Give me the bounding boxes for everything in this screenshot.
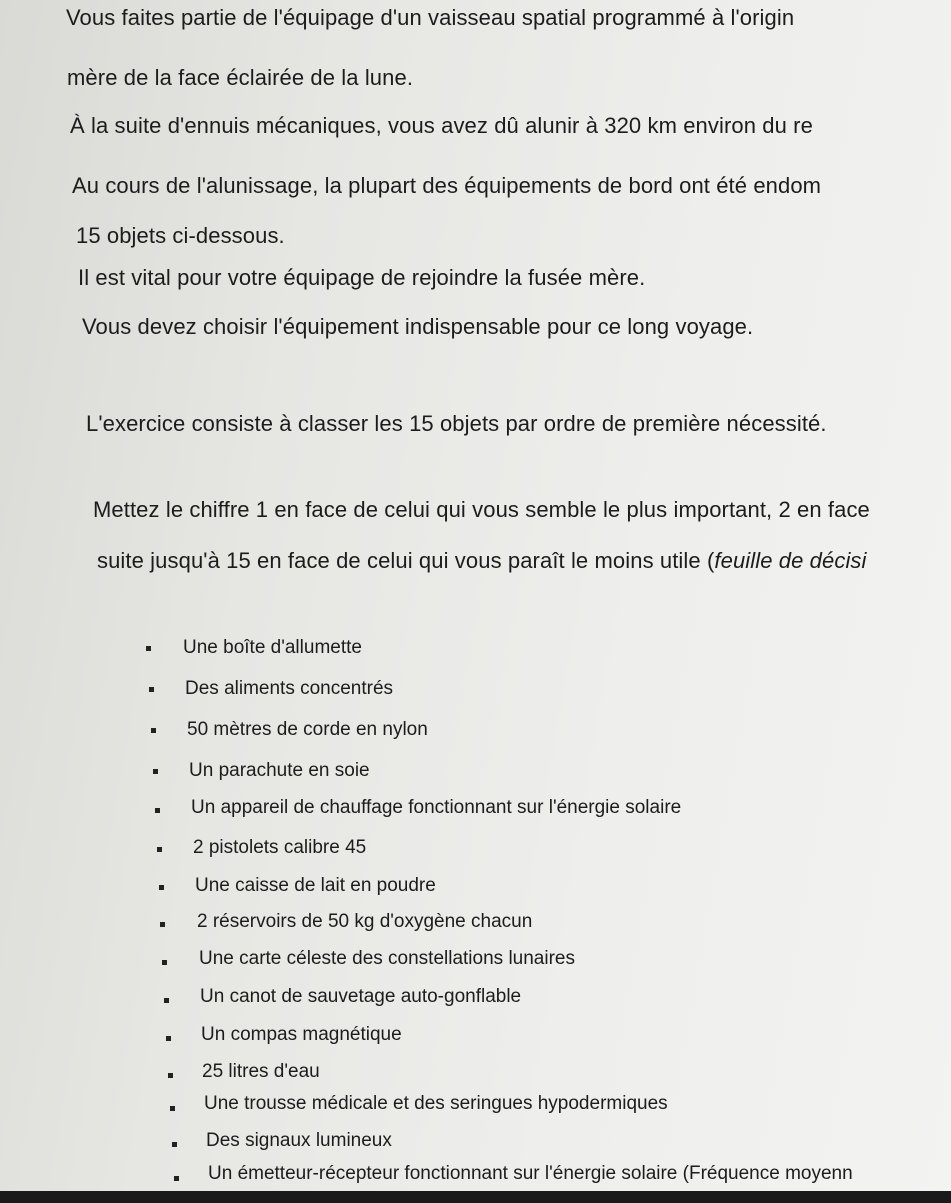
screen-bezel-edge: [0, 1191, 951, 1203]
paragraph-line-10-text: suite jusqu'à 15 en face de celui qui vous paraît le moins utile (: [97, 548, 715, 573]
bullet-marker: [166, 1036, 171, 1041]
paragraph-line-7: Vous devez choisir l'équipement indispensable pour ce long voyage.: [82, 314, 754, 339]
bullet-marker: [155, 808, 160, 813]
bullet-marker: [157, 847, 162, 852]
paragraph-line-5: 15 objets ci-dessous.: [76, 223, 285, 248]
bullet-marker: [168, 1073, 173, 1078]
list-item-7: Une caisse de lait en poudre: [195, 875, 436, 896]
list-item-9: Une carte céleste des constellations lunaires: [199, 948, 575, 969]
list-item-2: Des aliments concentrés: [185, 678, 394, 699]
paragraph-line-4: Au cours de l'alunissage, la plupart des équipements de bord ont été endom: [72, 173, 822, 198]
paragraph-line-3: À la suite d'ennuis mécaniques, vous avez dû alunir à 320 km environ du re: [70, 113, 813, 138]
bullet-marker: [170, 1106, 175, 1111]
bullet-marker: [162, 960, 167, 965]
list-item-4: Un parachute en soie: [189, 760, 370, 781]
list-item-13: Une trousse médicale et des seringues hypodermiques: [204, 1093, 668, 1114]
paragraph-line-1: Vous faites partie de l'équipage d'un vaisseau spatial programmé à l'origin: [66, 5, 795, 30]
list-item-10: Un canot de sauvetage auto-gonflable: [200, 986, 522, 1007]
bullet-marker: [174, 1176, 179, 1181]
list-item-3: 50 mètres de corde en nylon: [187, 719, 428, 740]
bullet-marker: [172, 1142, 177, 1147]
bullet-marker: [160, 922, 165, 927]
bullet-marker: [146, 646, 151, 651]
list-item-5: Un appareil de chauffage fonctionnant sur l'énergie solaire: [191, 797, 682, 818]
bullet-marker: [149, 687, 154, 692]
list-item-1: Une boîte d'allumette: [183, 637, 362, 658]
list-item-11: Un compas magnétique: [201, 1024, 402, 1045]
paragraph-line-2: mère de la face éclairée de la lune.: [67, 65, 414, 90]
list-item-12: 25 litres d'eau: [202, 1061, 320, 1082]
decision-sheet-note: feuille de décisi: [714, 548, 867, 573]
bullet-marker: [164, 998, 169, 1003]
bullet-marker: [159, 885, 164, 890]
paragraph-line-10: [97, 548, 867, 574]
bullet-marker: [153, 769, 158, 774]
bullet-marker: [151, 728, 156, 733]
paragraph-line-8: L'exercice consiste à classer les 15 objets par ordre de première nécessité.: [86, 411, 827, 436]
list-item-6: 2 pistolets calibre 45: [193, 837, 367, 858]
list-item-8: 2 réservoirs de 50 kg d'oxygène chacun: [197, 911, 533, 932]
list-item-15: Un émetteur-récepteur fonctionnant sur l'énergie solaire (Fréquence moyenn: [208, 1163, 853, 1184]
paragraph-line-6: Il est vital pour votre équipage de rejoindre la fusée mère.: [78, 265, 646, 290]
paragraph-line-9: Mettez le chiffre 1 en face de celui qui vous semble le plus important, 2 en face: [93, 497, 870, 522]
list-item-14: Des signaux lumineux: [206, 1130, 392, 1151]
